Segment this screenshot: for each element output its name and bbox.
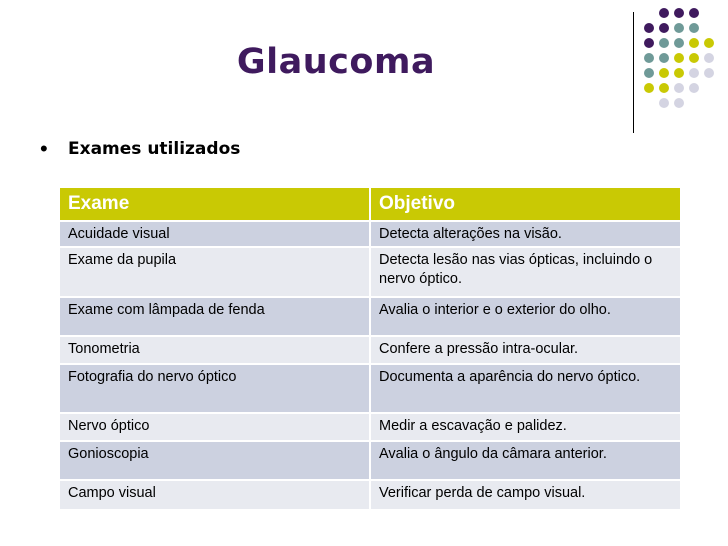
decorative-dot (659, 83, 669, 93)
decorative-dot (659, 38, 669, 48)
header-exame: Exame (60, 188, 370, 221)
decorative-dot (704, 68, 714, 78)
decorative-dot (644, 38, 654, 48)
table-row (60, 480, 680, 510)
decorative-dot (689, 83, 699, 93)
table-row (60, 413, 680, 441)
decorative-dot (674, 98, 684, 108)
cell-exame: Exame com lâmpada de fenda (60, 297, 370, 336)
decorative-dot (674, 23, 684, 33)
cell-exame: Fotografia do nervo óptico (60, 364, 370, 413)
bullet-item (40, 138, 240, 160)
table-row (60, 221, 680, 247)
cell-exame: Exame da pupila (60, 247, 370, 297)
decorative-dot (689, 8, 699, 18)
decorative-dot (659, 53, 669, 63)
decorative-dot (659, 8, 669, 18)
cell-objetivo: Avalia o ângulo da câmara anterior. (370, 441, 680, 480)
cell-objetivo: Detecta alterações na visão. (370, 221, 680, 247)
decorative-dot (689, 23, 699, 33)
table-row (60, 336, 680, 364)
table-row (60, 364, 680, 413)
decorative-divider (633, 12, 634, 133)
cell-objetivo: Documenta a aparência do nervo óptico. (370, 364, 680, 413)
cell-objetivo: Verificar perda de campo visual. (370, 480, 680, 510)
cell-objetivo: Detecta lesão nas vias ópticas, incluindo o nervo óptico. (370, 247, 680, 297)
decorative-dot (689, 68, 699, 78)
decorative-dot (704, 38, 714, 48)
table-row (60, 247, 680, 297)
decorative-dot (644, 23, 654, 33)
decorative-dot-grid (644, 8, 720, 120)
cell-exame: Gonioscopia (60, 441, 370, 480)
decorative-dot (674, 38, 684, 48)
decorative-dot (689, 38, 699, 48)
table-row (60, 441, 680, 480)
cell-exame: Campo visual (60, 480, 370, 510)
header-objetivo: Objetivo (370, 188, 680, 221)
cell-objetivo: Medir a escavação e palidez. (370, 413, 680, 441)
table-row (60, 297, 680, 336)
cell-exame: Nervo óptico (60, 413, 370, 441)
decorative-dot (674, 68, 684, 78)
decorative-dot (674, 8, 684, 18)
cell-exame: Acuidade visual (60, 221, 370, 247)
decorative-dot (674, 83, 684, 93)
decorative-dot (659, 23, 669, 33)
bullet-text: Exames utilizados (68, 139, 241, 159)
decorative-dot (659, 98, 669, 108)
exams-table (60, 188, 680, 511)
decorative-dot (674, 53, 684, 63)
cell-objetivo: Confere a pressão intra-ocular. (370, 336, 680, 364)
decorative-dot (704, 53, 714, 63)
table-header-row (60, 188, 680, 221)
cell-objetivo: Avalia o interior e o exterior do olho. (370, 297, 680, 336)
cell-exame: Tonometria (60, 336, 370, 364)
decorative-dot (689, 53, 699, 63)
decorative-dot (644, 68, 654, 78)
slide-title: Glaucoma (236, 42, 436, 82)
decorative-dot (644, 53, 654, 63)
bullet-icon: • (40, 136, 48, 161)
decorative-dot (644, 83, 654, 93)
decorative-dot (659, 68, 669, 78)
